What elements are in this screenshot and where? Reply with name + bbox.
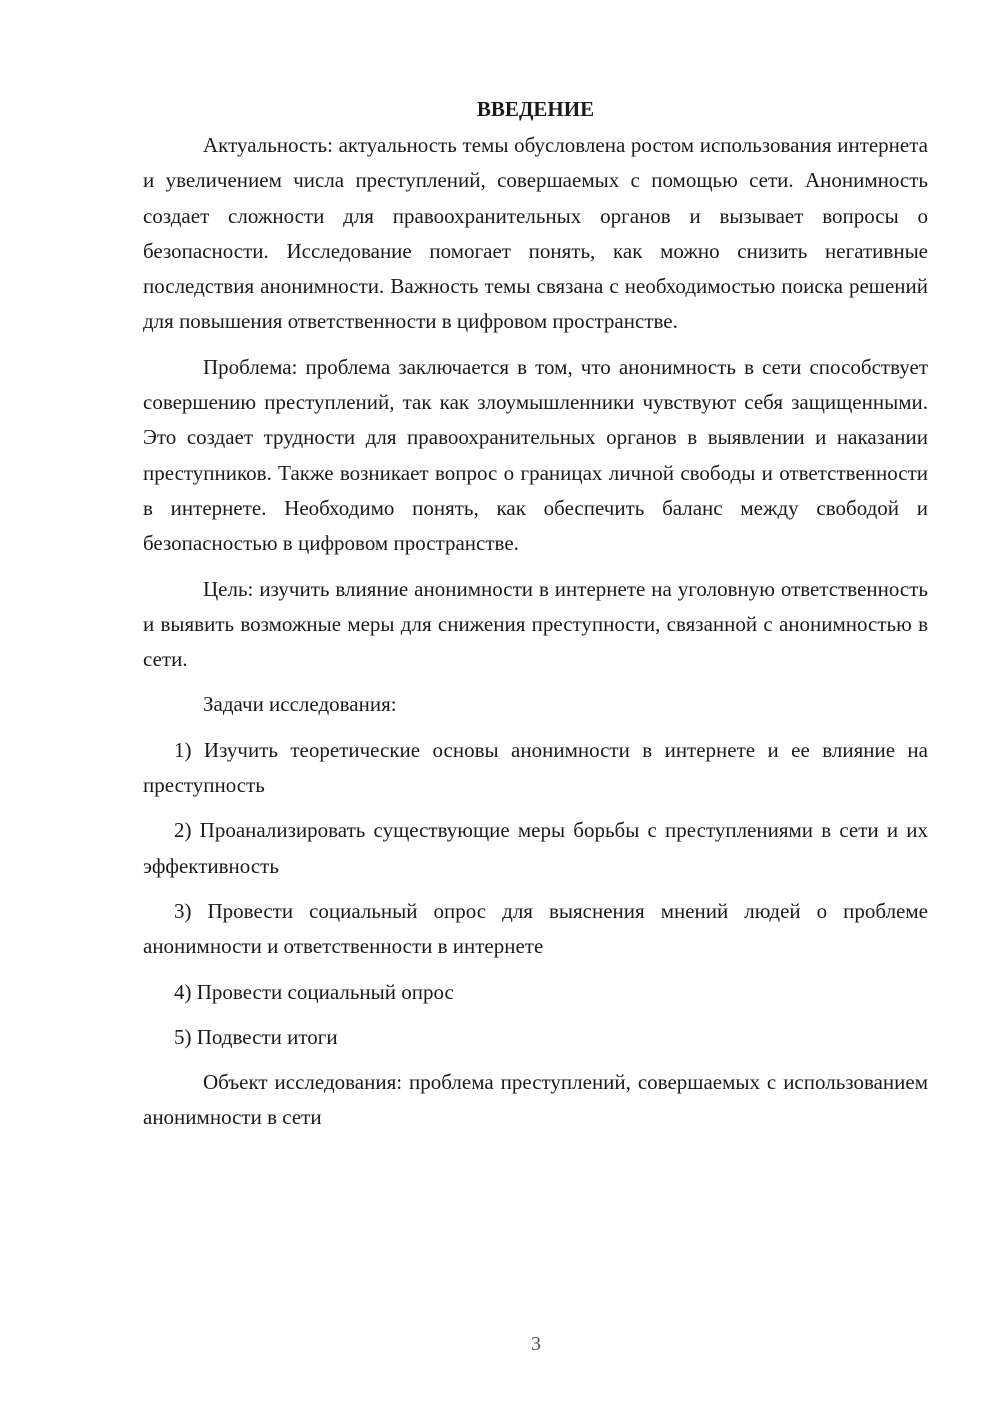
goal-paragraph: Цель: изучить влияние анонимности в интернете на уголовную ответственность и выявить возможные меры для снижения преступности, связанной с анонимностью в сети.: [143, 576, 928, 672]
list-item: 2) Проанализировать существующие меры борьбы с преступлениями в сети и их эффективность: [143, 818, 928, 878]
problem-paragraph: Проблема: проблема заключается в том, что анонимность в сети способствует совершению преступлений, так как злоумышленники чувствуют себя защищенными. Это создает трудности для правоохранительных органов в выявлении и наказании преступников. Также возникает вопрос о границах личной свободы и ответственности в интернете. Необходимо понять, как обеспечить баланс между свободой и безопасностью в цифровом пространстве.: [143, 354, 928, 556]
document-page: [143, 92, 928, 1146]
relevance-paragraph: Актуальность: актуальность темы обусловлена ростом использования интернета и увеличением числа преступлений, совершаемых с помощью сети. Анонимность создает сложности для правоохранительных органов и вызывает вопросы о безопасности. Исследование помогает понять, как можно снизить негативные последствия анонимности. Важность темы связана с необходимостью поиска решений для повышения ответственности в цифровом пространстве.: [143, 133, 928, 334]
page-number: 3: [531, 1333, 541, 1355]
list-item: 3) Провести социальный опрос для выяснения мнений людей о проблеме анонимности и ответственности в интернете: [143, 898, 928, 959]
tasks-heading: Задачи исследования:: [203, 692, 397, 717]
page-title: ВВЕДЕНИЕ: [476, 97, 595, 121]
list-item: 5) Подвести итоги: [174, 1024, 338, 1049]
list-item: 1) Изучить теоретические основы анонимности в интернете и ее влияние на преступность: [143, 737, 928, 798]
list-item: 4) Провести социальный опрос: [174, 979, 454, 1004]
object-paragraph: Объект исследования: проблема преступлений, совершаемых с использованием анонимности в сети: [143, 1070, 928, 1130]
